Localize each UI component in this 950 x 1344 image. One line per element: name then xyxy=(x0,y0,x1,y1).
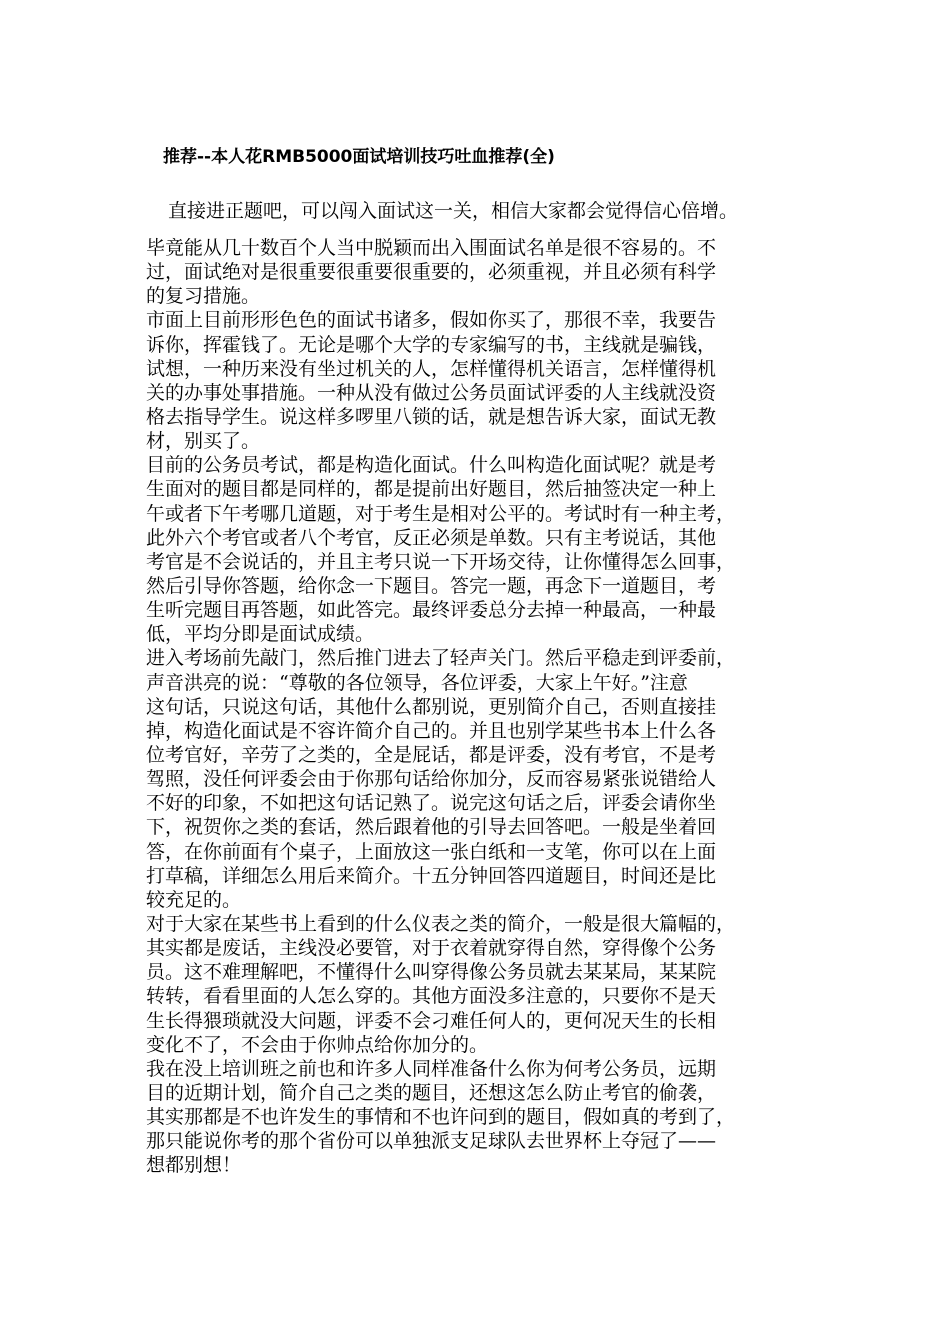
text-line: 格去指导学生。说这样多啰里八锁的话，就是想告诉大家，面试无教 xyxy=(146,405,717,428)
text-line: 然后引导你答题，给你念一下题目。答完一题，再念下一道题目，考 xyxy=(146,574,717,597)
text-line: 其实都是废话，主线没必要管，对于衣着就穿得自然，穿得像个公务 xyxy=(146,937,717,960)
text-line: 考官是不会说话的，并且主考只说一下开场交待，让你懂得怎么回事， xyxy=(146,550,736,573)
text-line: 关的办事处事措施。一种从没有做过公务员面试评委的人主线就没资 xyxy=(146,381,717,404)
text-line: 午或者下午考哪几道题，对于考生是相对公平的。考试时有一种主考， xyxy=(146,502,736,525)
text-line: 下，祝贺你之类的套话，然后跟着他的引导去回答吧。一般是坐着回 xyxy=(146,816,717,839)
text-line: 生长得猥琐就没大问题，评委不会刁难任何人的，更何况天生的长相 xyxy=(146,1009,717,1032)
text-line: 掉，构造化面试是不容许简介自己的。并且也别学某些书本上什么各 xyxy=(146,719,717,742)
text-line: 其实那都是不也许发生的事情和不也许问到的题目，假如真的考到了， xyxy=(146,1106,736,1129)
text-line: 那只能说你考的那个省份可以单独派支足球队去世界杯上夺冠了—— xyxy=(146,1130,717,1153)
text-line: 打草稿，详细怎么用后来简介。十五分钟回答四道题目，时间还是比 xyxy=(146,864,717,887)
text-line: 变化不了，不会由于你帅点给你加分的。 xyxy=(146,1033,489,1056)
intro-paragraph: 直接进正题吧，可以闯入面试这一关，相信大家都会觉得信心倍增。 xyxy=(168,200,739,222)
text-line: 对于大家在某些书上看到的什么仪表之类的简介，一般是很大篇幅的， xyxy=(146,912,736,935)
text-line: 这句话，只说这句话，其他什么都别说，更别简介自己，否则直接挂 xyxy=(146,695,717,718)
text-line: 生听完题目再答题，如此答完。最终评委总分去掉一种最高，一种最 xyxy=(146,599,717,622)
text-line: 生面对的题目都是同样的，都是提前出好题目，然后抽签决定一种上 xyxy=(146,478,717,501)
text-line: 低，平均分即是面试成绩。 xyxy=(146,623,375,646)
text-line: 试想，一种历来没有坐过机关的人，怎样懂得机关语言，怎样懂得机 xyxy=(146,357,717,380)
text-line: 此外六个考官或者八个考官，反正必须是单数。只有主考说话，其他 xyxy=(146,526,717,549)
text-line: 位考官好，辛劳了之类的，全是屁话，都是评委，没有考官，不是考 xyxy=(146,743,717,766)
text-line: 较充足的。 xyxy=(146,888,242,911)
text-line: 驾照，没任何评委会由于你那句话给你加分，反而容易紧张说错给人 xyxy=(146,768,717,791)
text-line: 想都别想！ xyxy=(146,1154,242,1177)
text-line: 进入考场前先敲门，然后推门进去了轻声关门。然后平稳走到评委前， xyxy=(146,647,736,670)
body-text-block xyxy=(146,236,810,1177)
text-line: 的复习措施。 xyxy=(146,285,261,308)
text-line: 诉你，挥霍钱了。无论是哪个大学的专家编写的书，主线就是骗钱， xyxy=(146,333,717,356)
document-title: 推荐--本人花RMB5000面试培训技巧吐血推荐(全) xyxy=(163,147,555,167)
text-line: 材，别买了。 xyxy=(146,430,261,453)
text-line: 目前的公务员考试，都是构造化面试。什么叫构造化面试呢？就是考 xyxy=(146,454,717,477)
text-line: 员。这不难理解吧，不懂得什么叫穿得像公务员就去某某局，某某院 xyxy=(146,961,717,984)
text-line: 我在没上培训班之前也和许多人同样准备什么你为何考公务员，远期 xyxy=(146,1057,717,1080)
text-line: 不好的印象，不如把这句话记熟了。说完这句话之后，评委会请你坐 xyxy=(146,792,717,815)
text-line: 市面上目前形形色色的面试书诸多，假如你买了，那很不幸，我要告 xyxy=(146,309,717,332)
text-line: 目的近期计划，简介自己之类的题目，还想这怎么防止考官的偷袭， xyxy=(146,1081,717,1104)
text-line: 毕竟能从几十数百个人当中脱颖而出入围面试名单是很不容易的。不 xyxy=(146,237,717,259)
text-line: 声音洪亮的说：“尊敬的各位领导，各位评委，大家上午好。”注意 xyxy=(146,671,688,694)
text-line: 答，在你前面有个桌子，上面放这一张白纸和一支笔，你可以在上面 xyxy=(146,840,717,863)
text-line: 转转，看看里面的人怎么穿的。其他方面没多注意的，只要你不是天 xyxy=(146,985,717,1008)
text-line: 过，面试绝对是很重要很重要很重要的，必须重视，并且必须有科学 xyxy=(146,261,717,284)
